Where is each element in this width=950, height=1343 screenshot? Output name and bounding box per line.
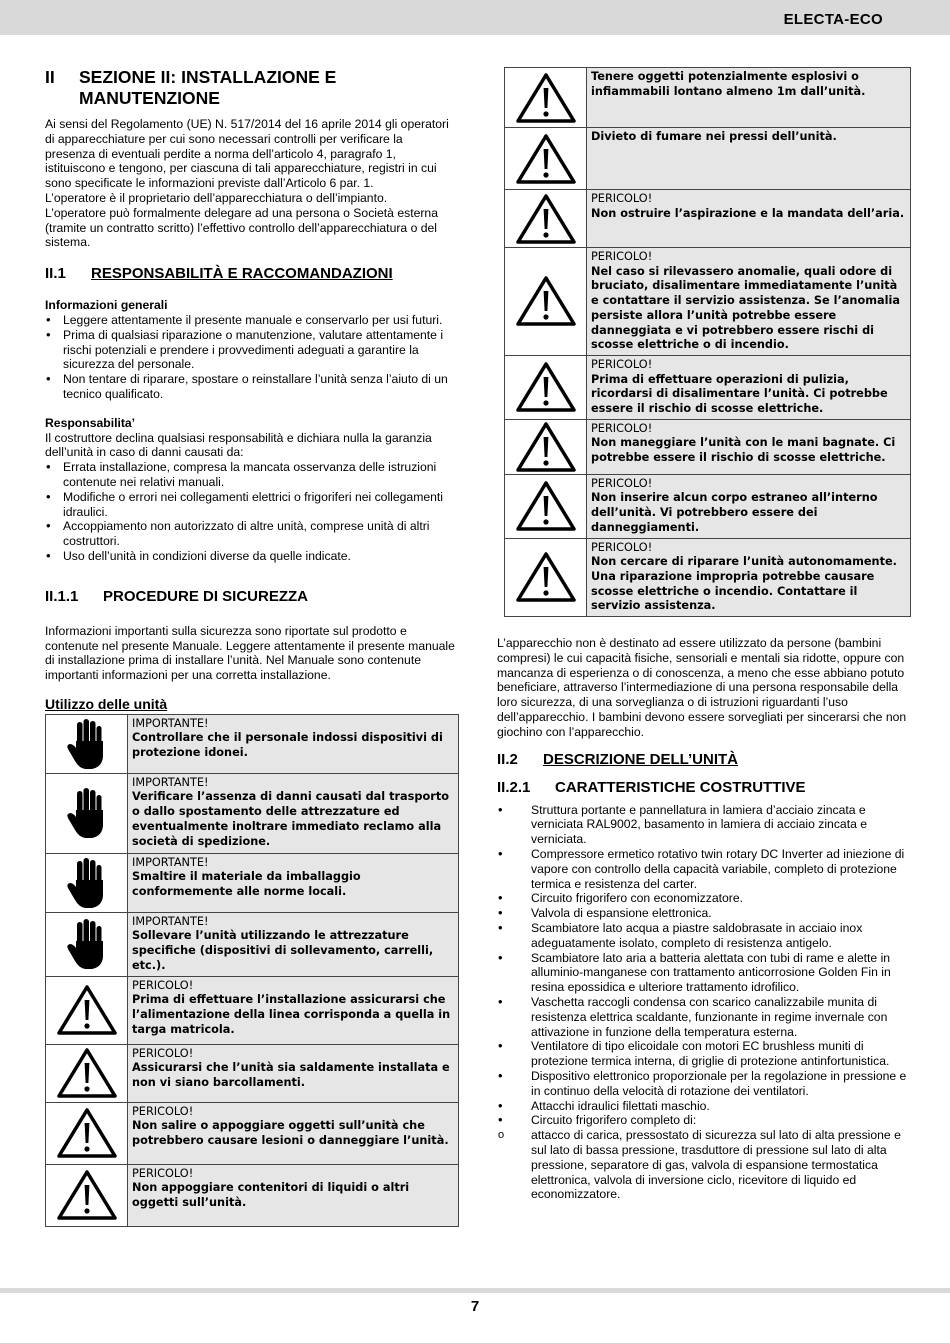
page-number: 7 — [470, 1298, 480, 1315]
warning-triangle-icon — [505, 68, 587, 128]
warning-text-cell — [587, 248, 911, 356]
heading-ii2 — [497, 751, 911, 769]
warning-triangle-icon — [46, 1164, 128, 1226]
usage-row — [46, 1102, 459, 1164]
safety-paragraph: Informazioni importanti sulla sicurezza sono riportate sul prodotto e contenute nel presente Manuale. Leggere attentamente il presente manuale di installazione prima di installare l’unità. Nel Manuale sono contenute importanti informazioni per una corretta installazione. — [45, 623, 455, 683]
usage-text-cell — [128, 1102, 459, 1164]
usage-text: Assicurarsi che l’unità sia saldamente installata e non vi siano barcollamenti. — [132, 1061, 450, 1089]
list-item: • Leggere attentamente il presente manuale e conservarlo per usi futuri. — [45, 313, 455, 328]
warning-triangle-icon — [505, 355, 587, 419]
usage-text-cell — [128, 773, 459, 853]
warning-row — [505, 474, 911, 538]
intro-paragraph-3: L’operatore può formalmente delegare ad una persona o Società esterna (tramite un contratto scritto) l’effettivo controllo dell’apparecchiatura o del sistema. — [45, 205, 438, 250]
list-item: • Scambiatore lato acqua a piastre saldobrasate in acciaio inox adeguatamente isolato, completo di resistenza antigelo. — [497, 921, 911, 951]
warning-row — [505, 355, 911, 419]
heading-ii11-title: PROCEDURE DI SICUREZZA — [103, 587, 309, 605]
footer-line — [0, 1288, 950, 1293]
section-title: SEZIONE II: INSTALLAZIONE E MANUTENZIONE — [79, 67, 337, 108]
usage-text-cell — [128, 976, 459, 1044]
list-item: • Accoppiamento non autorizzato di altre unità, comprese unità di altri costruttori. — [45, 519, 455, 549]
list-item: • Non tentare di riparare, spostare o reinstallare l’unità senza l’aiuto di un tecnico qualificato. — [45, 372, 455, 402]
section-number: II — [45, 67, 55, 87]
warning-lead: PERICOLO! — [591, 357, 653, 371]
usage-row — [46, 976, 459, 1044]
warning-row — [505, 190, 911, 248]
warning-text-cell — [587, 128, 911, 190]
list-item: • Modifiche o errori nei collegamenti elettrici o frigoriferi nei collegamenti idraulici. — [45, 490, 455, 520]
usage-text-cell — [128, 1044, 459, 1102]
intro-paragraph-2: L’operatore è il proprietario dell’apparecchiatura o dell’impianto. — [45, 190, 388, 205]
list-item: • Uso dell’unità in condizioni diverse da quelle indicate. — [45, 549, 455, 564]
list-item: • Scambiatore lato aria a batteria alettata con tubi di rame e alette in alluminio-manganese con trattamento anticorrosione Golden Fin in resina epossidica e ulteriore trattamento idrofilico. — [497, 951, 911, 995]
warning-text-cell — [587, 538, 911, 617]
usage-text: Sollevare l’unità utilizzando le attrezzature specifiche (dispositivi di sollevamento, carrelli, etc.). — [132, 929, 434, 972]
list-item: • Ventilatore di tipo elicoidale con motori EC brushless muniti di protezione termica interna, di griglie di protezione antinfortunistica. — [497, 1039, 911, 1069]
brand-title: ELECTA-ECO — [783, 11, 883, 28]
warning-row — [505, 538, 911, 617]
usage-table — [45, 714, 459, 1227]
warning-row — [505, 419, 911, 474]
warning-text: Nel caso si rilevassero anomalie, quali odore di bruciato, disalimentare immediatamente l’unità e contattare il servizio assistenza. Se l’anomalia persiste allora l’unità potrebbe essere danneggiata e vi potrebbero essere rischi di scosse elettriche o di incendio. — [591, 264, 900, 352]
usage-text: Smaltire il materiale da imballaggio conformemente alle norme locali. — [132, 870, 361, 899]
list-item: • Circuito frigorifero completo di: — [497, 1113, 911, 1128]
left-column — [45, 67, 455, 1227]
responsibility-heading: Responsabilita’ — [45, 415, 136, 430]
warning-text: Divieto di fumare nei pressi dell’unità. — [591, 130, 837, 143]
heading-ii21 — [497, 779, 911, 797]
list-item: • Compressore ermetico rotativo twin rotary DC Inverter ad iniezione di vapore con controllo della capacità variabile, completo di protezione termica e resistenza del carter. — [497, 847, 911, 891]
usage-lead: IMPORTANTE! — [132, 855, 209, 869]
usage-row — [46, 853, 459, 912]
warning-text-cell — [587, 474, 911, 538]
list-item: • Dispositivo elettronico proporzionale per la regolazione in pressione e in continuo della velocità di rotazione dei ventilatori. — [497, 1069, 911, 1099]
heading-ii1-number: II.1 — [45, 265, 66, 283]
heading-ii21-number: II.2.1 — [497, 778, 531, 796]
usage-text-cell — [128, 714, 459, 773]
usage-text: Prima di effettuare l’installazione assicurarsi che l’alimentazione della linea corrisponda a quella in targa matricola. — [132, 993, 451, 1036]
warning-text-cell — [587, 355, 911, 419]
usage-lead: IMPORTANTE! — [132, 716, 209, 730]
children-paragraph: L’apparecchio non è destinato ad essere utilizzato da persone (bambini compresi) le cui capacità fisiche, sensoriali e mentali sia ridotte, oppure con mancanza di esperienza o di conoscenza, a meno che esse abbiano potuto beneficiare, attraverso l’intermediazione di una persona responsabile della loro sicurezza, di una sorveglianza o di istruzioni riguardanti l’uso dell’apparecchio. I bambini devono essere sorvegliati per sincerarsi che non giochino con l’apparecchio. — [497, 636, 907, 739]
hand-icon — [46, 714, 128, 773]
warning-triangle-icon — [505, 190, 587, 248]
warning-row — [505, 248, 911, 356]
heading-ii2-title: DESCRIZIONE DELL’UNITÀ — [543, 750, 739, 768]
warning-triangle-icon — [46, 1044, 128, 1102]
usage-text: Verificare l’assenza di danni causati dal trasporto o dallo spostamento delle attrezzature ed eventualmente inoltrare immediato reclamo alla società di spedizione. — [132, 790, 449, 848]
usage-text-cell — [128, 853, 459, 912]
usage-heading: Utilizzo delle unità — [45, 695, 168, 712]
usage-lead: IMPORTANTE! — [132, 775, 209, 789]
warning-text: Non ostruire l’aspirazione e la mandata dell’aria. — [591, 206, 905, 220]
list-item: • Prima di qualsiasi riparazione o manutenzione, valutare attentamente i rischi potenziali e prendere i provvedimenti adeguati a garantire la sicurezza del personale. — [45, 328, 455, 372]
usage-text: Non salire o appoggiare oggetti sull’unità che potrebbero causare lesioni o danneggiare l’unità. — [132, 1119, 449, 1147]
warning-lead: PERICOLO! — [591, 192, 653, 205]
right-column — [497, 67, 911, 1202]
general-info-list — [45, 313, 455, 402]
usage-row — [46, 912, 459, 976]
warning-text: Non cercare di riparare l’unità autonomamente. Una riparazione impropria potrebbe causare scosse elettriche o incendio. Contattare il servizio assistenza. — [591, 555, 897, 613]
usage-text: Non appoggiare contenitori di liquidi o altri oggetti sull’unità. — [132, 1181, 410, 1209]
list-item: • Vaschetta raccogli condensa con scarico canalizzabile munita di resistenza elettrica scaldante, funzionante in regime invernale con attivazione in funzione della temperatura esterna. — [497, 995, 911, 1039]
list-item: • Circuito frigorifero con economizzatore. — [497, 891, 911, 906]
warning-triangle-icon — [505, 419, 587, 474]
heading-ii11 — [45, 588, 455, 606]
warning-text: Non inserire alcun corpo estraneo all’interno dell’unità. Vi potrebbero essere dei danneggiamenti. — [591, 491, 878, 534]
warning-triangle-icon — [46, 1102, 128, 1164]
responsibility-list — [45, 460, 455, 564]
usage-row — [46, 714, 459, 773]
warning-text-cell — [587, 419, 911, 474]
usage-lead: PERICOLO! — [132, 1104, 194, 1118]
warning-triangle-icon — [46, 976, 128, 1044]
warning-lead: PERICOLO! — [591, 250, 653, 263]
hand-icon — [46, 853, 128, 912]
usage-row — [46, 773, 459, 853]
warning-text: Tenere oggetti potenzialmente esplosivi o infiammabili lontano almeno 1m dall’unità. — [591, 70, 866, 98]
heading-ii2-number: II.2 — [497, 750, 518, 768]
list-item: • Valvola di espansione elettronica. — [497, 906, 911, 921]
warning-lead: PERICOLO! — [591, 476, 653, 490]
list-item: • Errata installazione, compresa la mancata osservanza delle istruzioni contenute nei relativi manuali. — [45, 460, 455, 490]
warning-triangle-icon — [505, 538, 587, 617]
warning-row — [505, 128, 911, 190]
warning-triangle-icon — [505, 128, 587, 190]
warning-triangle-icon — [505, 248, 587, 356]
heading-ii21-title: CARATTERISTICHE COSTRUTTIVE — [555, 778, 806, 796]
usage-text: Controllare che il personale indossi dispositivi di protezione idonei. — [132, 731, 443, 760]
heading-ii1-title: RESPONSABILITÀ E RACCOMANDAZIONI — [91, 265, 393, 283]
list-item: • Attacchi idraulici filettati maschio. — [497, 1099, 911, 1114]
warning-text-cell — [587, 68, 911, 128]
warning-lead: PERICOLO! — [591, 421, 653, 435]
warning-text: Prima di effettuare operazioni di pulizia, ricordarsi di disalimentare l’unità. Ci potrebbe essere il rischio di scosse elettriche. — [591, 372, 888, 416]
features-list — [497, 803, 911, 1203]
list-item: • Struttura portante e pannellatura in lamiera d’acciaio zincata e verniciata RAL9002, basamento in lamiera di acciaio zincata e verniciata. — [497, 803, 911, 847]
usage-lead: PERICOLO! — [132, 978, 194, 992]
usage-lead: IMPORTANTE! — [132, 914, 209, 928]
warning-lead: PERICOLO! — [591, 540, 653, 554]
header-band — [0, 0, 950, 35]
warning-row — [505, 68, 911, 128]
heading-ii11-number: II.1.1 — [45, 587, 79, 605]
usage-row — [46, 1164, 459, 1226]
usage-text-cell — [128, 912, 459, 976]
warning-text-cell — [587, 190, 911, 248]
general-info-heading: Informazioni generali — [45, 298, 168, 313]
hand-icon — [46, 773, 128, 853]
sub-list-item: o attacco di carica, pressostato di sicurezza sul lato di alta pressione e sul lato di bassa pressione, trasduttore di pressione sul lato di alta pressione, separatore di gas, valvola di espansione termostatica elettronica, valvola di inversione ciclo, ricevitore di liquido ed economizzatore. — [497, 1128, 911, 1202]
usage-text-cell — [128, 1164, 459, 1226]
heading-ii1 — [45, 265, 455, 283]
warnings-table — [504, 67, 911, 617]
usage-lead: PERICOLO! — [132, 1046, 194, 1060]
warning-text: Non maneggiare l’unità con le mani bagnate. Ci potrebbe essere il rischio di scosse elettriche. — [591, 436, 896, 465]
hand-icon — [46, 912, 128, 976]
usage-row — [46, 1044, 459, 1102]
section-heading — [45, 67, 455, 109]
responsibility-intro: Il costruttore declina qualsiasi responsabilità e dichiara nulla la garanzia dell’unità in caso di danni causati da: — [45, 430, 432, 460]
usage-lead: PERICOLO! — [132, 1166, 194, 1180]
warning-triangle-icon — [505, 474, 587, 538]
intro-paragraph-1: Ai sensi del Regolamento (UE) N. 517/2014 del 16 aprile 2014 gli operatori di apparecchiature per cui sono necessari controlli per verificare la presenza di eventuali perdite a norma dell’articolo 4, paragrafo 1, istituiscono e tengono, per ciascuna di tali apparecchiature, registri in cui sono specificate le informazioni previste dall’Articolo 6 par. 1. — [45, 117, 449, 191]
